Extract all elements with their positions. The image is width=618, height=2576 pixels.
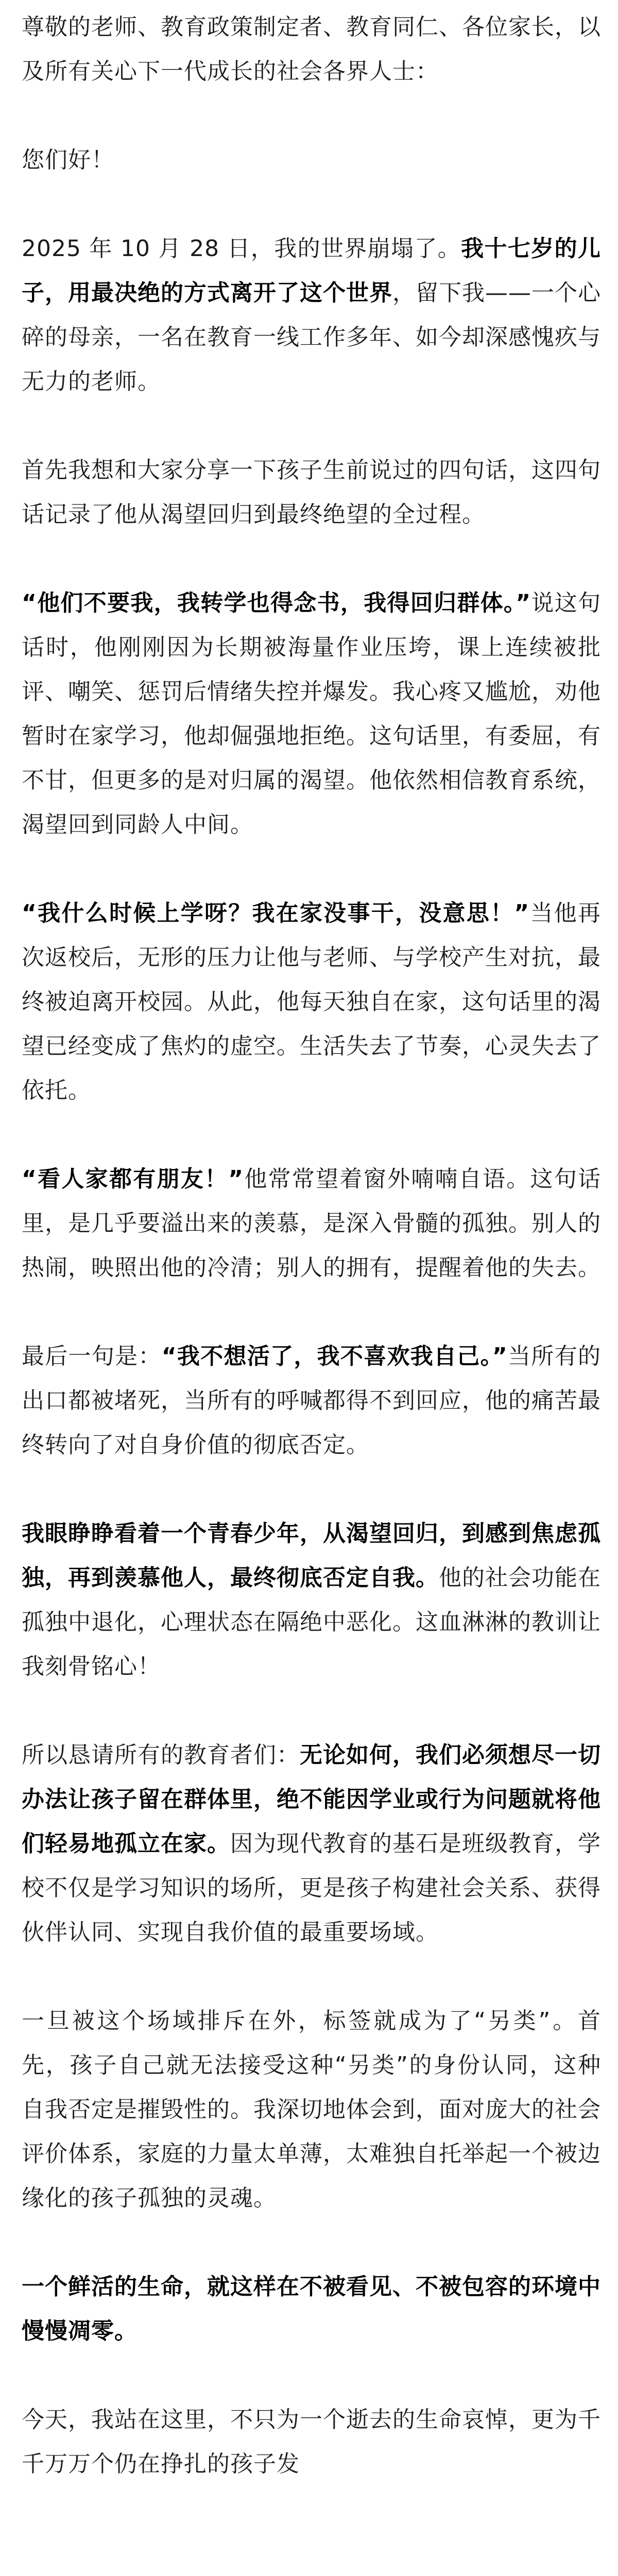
fourth-quote-lead: 最后一句是： (22, 1343, 162, 1369)
conclusion-paragraph (22, 2265, 601, 2353)
third-quote-explanation: 他常常望着窗外喃喃自语。这句话里，是几乎要溢出来的羡慕，是深入骨髓的孤独。别人的热闹，映照出他的冷清；别人的拥有，提醒着他的失去。 (22, 1166, 602, 1281)
reflection-paragraph (22, 1512, 601, 1689)
appeal-lead: 所以恳请所有的教育者们： (22, 1742, 300, 1768)
reflection-rest-text: 他的社会功能在孤独中退化，心理状态在隔绝中恶化。这血淋淋的教训让我刻骨铭心！ (22, 1565, 601, 1680)
appeal-paragraph (22, 1733, 601, 1955)
event-rest-text: ，留下我——一个心碎的母亲，一名在教育一线工作多年、如今却深感愧疚与无力的老师。 (22, 280, 601, 395)
label-paragraph (22, 1999, 601, 2221)
event-date-text: 2025 年 10 月 28 日，我的世界崩塌了。 (22, 235, 461, 262)
label-text: 一旦被这个场域排斥在外，标签就成为了“另类”。首先，孩子自己就无法接受这种“另类”的身份认同，这种自我否定是摧毁性的。我深切地体会到，面对庞大的社会评价体系，家庭的力量太单薄，太难独自托举起一个被边缘化的孩子孤独的灵魂。 (22, 2008, 601, 2211)
second-quote: “我什么时候上学呀？我在家没事干，没意思！” (22, 900, 530, 926)
intro-text: 首先我想和大家分享一下孩子生前说过的四句话，这四句话记录了他从渴望回归到最终绝望的全过程。 (22, 457, 601, 528)
salutation-paragraph (22, 5, 601, 94)
conclusion-bold-text: 一个鲜活的生命，就这样在不被看见、不被包容的环境中慢慢凋零。 (22, 2274, 601, 2344)
event-bold-text: 我十七岁的儿子，用最决绝的方式离开了这个世界 (22, 235, 601, 306)
appeal-rest-text: 因为现代教育的基石是班级教育，学校不仅是学习知识的场所，更是孩子构建社会关系、获得伙伴认同、实现自我价值的最重要场域。 (22, 1831, 601, 1945)
closing-paragraph (22, 2398, 601, 2486)
second-quote-paragraph (22, 891, 601, 1113)
first-quote: “他们不要我，我转学也得念书，我得回归群体。” (22, 590, 531, 616)
second-quote-explanation: 当他再次返校后，无形的压力让他与老师、与学校产生对抗，最终被迫离开校园。从此，他每天独自在家，这句话里的渴望已经变成了焦灼的虚空。生活失去了节奏，心灵失去了依托。 (22, 900, 602, 1104)
fourth-quote: “我不想活了，我不喜欢我自己。” (161, 1343, 508, 1369)
appeal-bold-text: 无论如何，我们必须想尽一切办法让孩子留在群体里，绝不能因学业或行为问题就将他们轻易地孤立在家。 (22, 1742, 601, 1857)
greeting-paragraph (22, 138, 601, 182)
greeting-text: 您们好！ (22, 147, 114, 173)
first-quote-paragraph (22, 581, 601, 847)
intro-paragraph (22, 448, 601, 537)
open-letter-article (22, 5, 601, 2531)
fourth-quote-paragraph (22, 1334, 601, 1467)
third-quote-paragraph (22, 1157, 601, 1290)
salutation-text: 尊敬的老师、教育政策制定者、教育同仁、各位家长，以及所有关心下一代成长的社会各界人士： (22, 14, 601, 84)
fourth-quote-explanation: 当所有的出口都被堵死，当所有的呼喊都得不到回应，他的痛苦最终转向了对自身价值的彻底否定。 (22, 1343, 602, 1458)
third-quote: “看人家都有朋友！” (22, 1166, 244, 1192)
event-paragraph (22, 227, 601, 404)
reflection-bold-text: 我眼睁睁看着一个青春少年，从渴望回归，到感到焦虑孤独，再到羡慕他人，最终彻底否定自我。 (22, 1520, 601, 1591)
first-quote-explanation: 说这句话时，他刚刚因为长期被海量作业压垮，课上连续被批评、嘲笑、惩罚后情绪失控并爆发。我心疼又尴尬，劝他暂时在家学习，他却倔强地拒绝。这句话里，有委屈，有不甘，但更多的是对归属的渴望。他依然相信教育系统，渴望回到同龄人中间。 (22, 590, 601, 838)
closing-text: 今天，我站在这里，不只为一个逝去的生命哀悼，更为千千万万个仍在挣扎的孩子发 (22, 2406, 601, 2477)
